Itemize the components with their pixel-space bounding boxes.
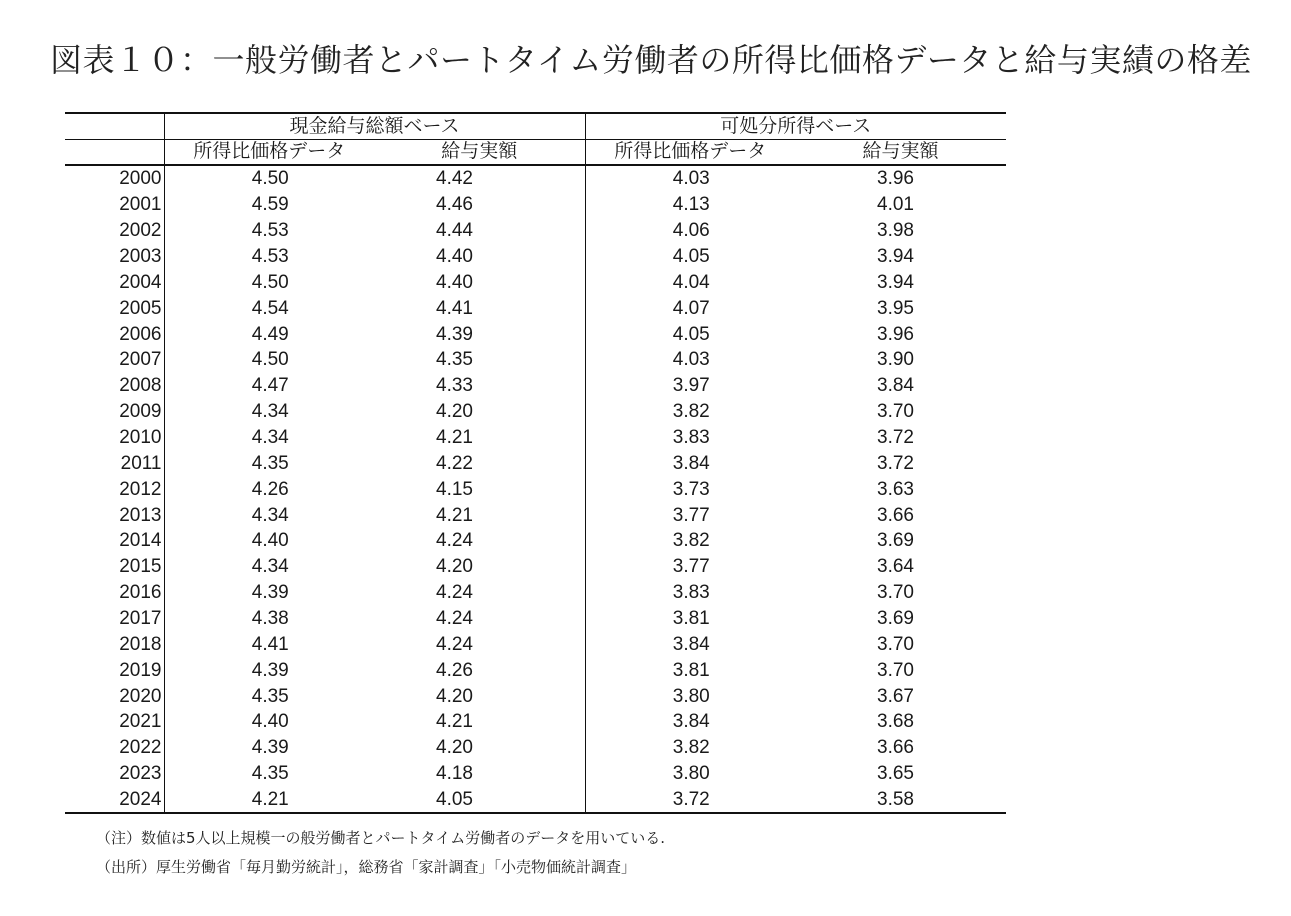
year-cell: 2001 bbox=[119, 194, 162, 216]
actual-wage-cash-cell: 4.05 bbox=[374, 787, 585, 814]
actual-wage-disposable-cell: 3.95 bbox=[877, 297, 914, 319]
price-data-cash-cell: 4.53 bbox=[164, 218, 374, 244]
table-row bbox=[65, 528, 1006, 554]
actual-wage-disposable-cell: 3.58 bbox=[795, 787, 1006, 814]
actual-wage-disposable-cell: 3.72 bbox=[877, 427, 914, 449]
actual-wage-cash-cell: 4.20 bbox=[436, 737, 473, 759]
price-data-disposable-cell: 3.82 bbox=[585, 735, 795, 761]
year-cell: 2010 bbox=[119, 427, 162, 449]
price-data-disposable-cell: 3.80 bbox=[585, 683, 795, 709]
actual-wage-disposable-cell: 3.94 bbox=[877, 271, 914, 293]
price-data-disposable-cell: 3.77 bbox=[585, 502, 795, 528]
table-row bbox=[65, 425, 1006, 451]
table-row bbox=[65, 399, 1006, 425]
price-data-cash-cell: 4.39 bbox=[164, 657, 374, 683]
actual-wage-cash-cell: 4.24 bbox=[436, 608, 473, 630]
year-cell: 2024 bbox=[65, 787, 164, 814]
price-data-disposable-cell: 3.81 bbox=[585, 606, 795, 632]
year-cell: 2005 bbox=[119, 297, 162, 319]
price-data-cash-cell: 4.50 bbox=[164, 347, 374, 373]
actual-wage-disposable-cell: 3.66 bbox=[877, 737, 914, 759]
price-data-cash-cell: 4.39 bbox=[164, 580, 374, 606]
corner-cell bbox=[65, 113, 164, 140]
price-data-cash-cell: 4.38 bbox=[164, 606, 374, 632]
price-data-disposable-cell: 3.73 bbox=[585, 476, 795, 502]
page-title: 図表１０：一般労働者とパートタイム労働者の所得比価格データと給与実績の格差 bbox=[50, 41, 1252, 79]
price-data-disposable-cell: 3.97 bbox=[585, 373, 795, 399]
group-header-disposable-income: 可処分所得ベース bbox=[585, 113, 1006, 140]
year-cell: 2006 bbox=[119, 323, 162, 345]
actual-wage-cash-cell: 4.24 bbox=[436, 633, 473, 655]
price-data-cash-cell: 4.34 bbox=[164, 502, 374, 528]
table-row bbox=[65, 373, 1006, 399]
column-header-price-data-1: 所得比価格データ bbox=[164, 140, 374, 166]
footnote-note: （注）数値は5人以上規模一の般労働者とパートタイム労働者のデータを用いている. bbox=[96, 829, 666, 847]
price-data-cash-cell: 4.40 bbox=[164, 528, 374, 554]
year-cell: 2007 bbox=[119, 349, 162, 371]
table-row bbox=[65, 631, 1006, 657]
actual-wage-cash-cell: 4.20 bbox=[436, 685, 473, 707]
actual-wage-cash-cell: 4.20 bbox=[436, 401, 473, 423]
table-row bbox=[65, 554, 1006, 580]
year-cell: 2017 bbox=[119, 608, 162, 630]
price-data-disposable-cell: 4.06 bbox=[585, 218, 795, 244]
year-cell: 2020 bbox=[119, 685, 162, 707]
price-data-cash-cell: 4.39 bbox=[164, 735, 374, 761]
price-data-cash-cell: 4.34 bbox=[164, 425, 374, 451]
price-data-disposable-cell: 3.84 bbox=[585, 450, 795, 476]
group-header-cash-wage: 現金給与総額ベース bbox=[164, 113, 585, 140]
year-cell: 2004 bbox=[119, 271, 162, 293]
year-cell: 2011 bbox=[120, 452, 162, 474]
year-cell: 2013 bbox=[119, 504, 162, 526]
price-data-disposable-cell: 4.07 bbox=[585, 295, 795, 321]
actual-wage-cash-cell: 4.21 bbox=[436, 711, 473, 733]
price-data-cash-cell: 4.41 bbox=[164, 631, 374, 657]
price-data-cash-cell: 4.47 bbox=[164, 373, 374, 399]
price-data-cash-cell: 4.50 bbox=[164, 269, 374, 295]
actual-wage-cash-cell: 4.35 bbox=[436, 349, 473, 371]
actual-wage-disposable-cell: 3.72 bbox=[877, 452, 914, 474]
price-data-disposable-cell: 3.81 bbox=[585, 657, 795, 683]
actual-wage-cash-cell: 4.18 bbox=[436, 763, 473, 785]
table-row bbox=[65, 709, 1006, 735]
actual-wage-disposable-cell: 3.63 bbox=[877, 478, 914, 500]
actual-wage-cash-cell: 4.21 bbox=[436, 427, 473, 449]
actual-wage-disposable-cell: 3.64 bbox=[877, 556, 914, 578]
year-cell: 2015 bbox=[119, 556, 162, 578]
actual-wage-disposable-cell: 3.67 bbox=[877, 685, 914, 707]
table-row bbox=[65, 502, 1006, 528]
actual-wage-cash-cell: 4.20 bbox=[436, 556, 473, 578]
table-row bbox=[65, 657, 1006, 683]
actual-wage-cash-cell: 4.41 bbox=[436, 297, 473, 319]
actual-wage-disposable-cell: 3.69 bbox=[877, 608, 914, 630]
actual-wage-cash-cell: 4.15 bbox=[436, 478, 473, 500]
price-data-disposable-cell: 3.72 bbox=[585, 787, 795, 814]
year-cell: 2016 bbox=[119, 582, 162, 604]
actual-wage-disposable-cell: 3.84 bbox=[877, 375, 914, 397]
table-row bbox=[65, 683, 1006, 709]
actual-wage-disposable-cell: 3.96 bbox=[877, 168, 914, 190]
actual-wage-cash-cell: 4.26 bbox=[436, 659, 473, 681]
price-data-disposable-cell: 3.80 bbox=[585, 761, 795, 787]
actual-wage-disposable-cell: 3.65 bbox=[877, 763, 914, 785]
year-cell: 2012 bbox=[119, 478, 162, 500]
table-row bbox=[65, 218, 1006, 244]
price-data-cash-cell: 4.49 bbox=[164, 321, 374, 347]
actual-wage-cash-cell: 4.22 bbox=[436, 452, 473, 474]
column-header-actual-wage-1: 給与実額 bbox=[374, 140, 585, 166]
actual-wage-disposable-cell: 3.70 bbox=[877, 659, 914, 681]
year-cell: 2008 bbox=[119, 375, 162, 397]
year-cell: 2021 bbox=[119, 711, 162, 733]
actual-wage-cash-cell: 4.24 bbox=[436, 530, 473, 552]
price-data-cash-cell: 4.34 bbox=[164, 554, 374, 580]
price-data-disposable-cell: 3.82 bbox=[585, 399, 795, 425]
data-table bbox=[65, 112, 1006, 814]
year-cell: 2018 bbox=[119, 633, 162, 655]
actual-wage-cash-cell: 4.39 bbox=[436, 323, 473, 345]
price-data-cash-cell: 4.21 bbox=[164, 787, 374, 814]
actual-wage-cash-cell: 4.44 bbox=[436, 220, 473, 242]
table-row bbox=[65, 192, 1006, 218]
table-body bbox=[65, 165, 1006, 813]
price-data-cash-cell: 4.26 bbox=[164, 476, 374, 502]
price-data-disposable-cell: 3.84 bbox=[585, 709, 795, 735]
group-header-row bbox=[65, 113, 1006, 140]
table-row bbox=[65, 606, 1006, 632]
actual-wage-cash-cell: 4.33 bbox=[436, 375, 473, 397]
price-data-disposable-cell: 4.05 bbox=[585, 244, 795, 270]
corner-cell-lower bbox=[65, 140, 164, 166]
year-cell: 2014 bbox=[119, 530, 162, 552]
column-header-price-data-2: 所得比価格データ bbox=[585, 140, 795, 166]
table-row bbox=[65, 269, 1006, 295]
year-cell: 2023 bbox=[119, 763, 162, 785]
price-data-cash-cell: 4.54 bbox=[164, 295, 374, 321]
price-data-disposable-cell: 3.77 bbox=[585, 554, 795, 580]
actual-wage-disposable-cell: 3.96 bbox=[877, 323, 914, 345]
actual-wage-disposable-cell: 3.69 bbox=[877, 530, 914, 552]
actual-wage-disposable-cell: 3.94 bbox=[877, 246, 914, 267]
actual-wage-cash-cell: 4.40 bbox=[436, 246, 473, 267]
table-row bbox=[65, 735, 1006, 761]
actual-wage-cash-cell: 4.42 bbox=[436, 168, 473, 190]
actual-wage-cash-cell: 4.46 bbox=[436, 194, 473, 216]
table-row bbox=[65, 450, 1006, 476]
actual-wage-disposable-cell: 3.98 bbox=[877, 220, 914, 242]
column-header-row bbox=[65, 140, 1006, 166]
price-data-disposable-cell: 4.05 bbox=[585, 321, 795, 347]
price-data-disposable-cell: 4.03 bbox=[585, 165, 795, 192]
year-cell: 2002 bbox=[119, 220, 162, 242]
table-row bbox=[65, 244, 1006, 270]
price-data-disposable-cell: 3.83 bbox=[585, 425, 795, 451]
actual-wage-disposable-cell: 3.70 bbox=[877, 582, 914, 604]
price-data-disposable-cell: 4.04 bbox=[585, 269, 795, 295]
year-cell: 2003 bbox=[119, 246, 162, 267]
actual-wage-disposable-cell: 3.90 bbox=[877, 349, 914, 371]
year-cell: 2019 bbox=[119, 659, 162, 681]
table-row bbox=[65, 761, 1006, 787]
actual-wage-disposable-cell: 3.68 bbox=[877, 711, 914, 733]
price-data-disposable-cell: 4.13 bbox=[585, 192, 795, 218]
price-data-disposable-cell: 3.84 bbox=[585, 631, 795, 657]
year-cell: 2009 bbox=[119, 401, 162, 423]
price-data-cash-cell: 4.59 bbox=[164, 192, 374, 218]
actual-wage-cash-cell: 4.24 bbox=[436, 582, 473, 604]
actual-wage-cash-cell: 4.21 bbox=[436, 504, 473, 526]
actual-wage-cash-cell: 4.40 bbox=[436, 271, 473, 293]
actual-wage-disposable-cell: 3.66 bbox=[877, 504, 914, 526]
year-cell: 2022 bbox=[119, 737, 162, 759]
table-row bbox=[65, 787, 1006, 814]
actual-wage-disposable-cell: 4.01 bbox=[877, 194, 914, 216]
price-data-disposable-cell: 4.03 bbox=[585, 347, 795, 373]
table-row bbox=[65, 476, 1006, 502]
table-row bbox=[65, 165, 1006, 192]
price-data-cash-cell: 4.35 bbox=[164, 450, 374, 476]
actual-wage-disposable-cell: 3.70 bbox=[877, 401, 914, 423]
price-data-cash-cell: 4.34 bbox=[164, 399, 374, 425]
footnote-source: （出所）厚生労働省「毎月勤労統計」，総務省「家計調査」「小売物価統計調査」 bbox=[96, 858, 637, 876]
price-data-cash-cell: 4.53 bbox=[164, 244, 374, 270]
price-data-cash-cell: 4.35 bbox=[164, 683, 374, 709]
price-data-cash-cell: 4.40 bbox=[164, 709, 374, 735]
table-row bbox=[65, 321, 1006, 347]
price-data-disposable-cell: 3.82 bbox=[585, 528, 795, 554]
price-data-cash-cell: 4.50 bbox=[164, 165, 374, 192]
column-header-actual-wage-2: 給与実額 bbox=[795, 140, 1006, 166]
price-data-cash-cell: 4.35 bbox=[164, 761, 374, 787]
table-row bbox=[65, 580, 1006, 606]
price-data-disposable-cell: 3.83 bbox=[585, 580, 795, 606]
table-row bbox=[65, 295, 1006, 321]
actual-wage-disposable-cell: 3.70 bbox=[877, 633, 914, 655]
year-cell: 2000 bbox=[119, 168, 162, 190]
table-row bbox=[65, 347, 1006, 373]
footnotes bbox=[96, 824, 665, 882]
